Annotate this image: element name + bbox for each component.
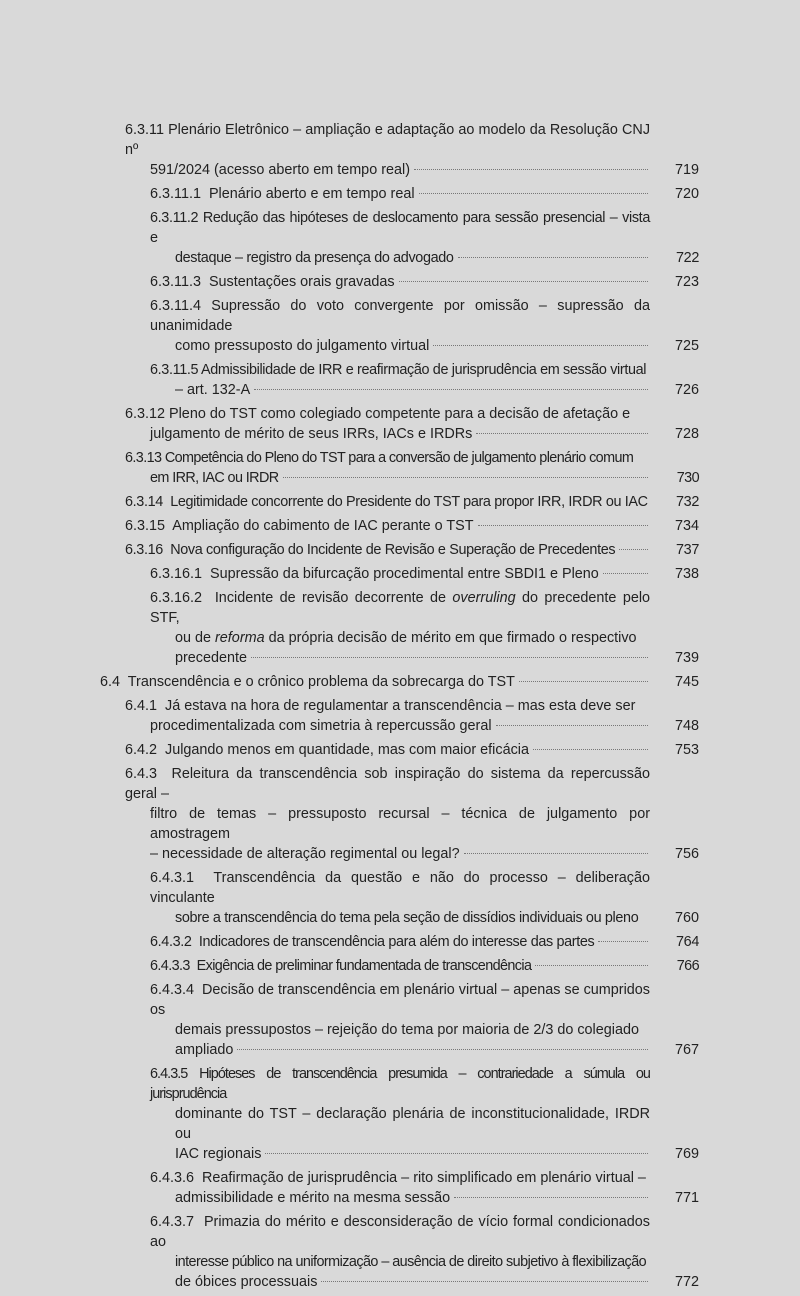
page-number: 748 xyxy=(674,718,699,734)
entry-title-line: admissibilidade e mérito na mesma sessão xyxy=(175,1190,451,1206)
entry-title-line: 591/2024 (acesso aberto em tempo real) xyxy=(150,162,410,178)
entry-number: 6.3.16.2 xyxy=(150,590,203,606)
entry-title-line: Plenário Eletrônico – ampliação e adaptação ao modelo da Resolução CNJ nº xyxy=(125,122,651,158)
entry-number: 6.3.11.5 xyxy=(150,362,199,378)
entry-title-line: interesse público na uniformização – ausência de direito subjetivo à flexibilização xyxy=(175,1254,647,1270)
entry-title-line: sobre a transcendência do tema pela seção de dissídios individuais ou pleno xyxy=(175,910,639,926)
toc-entry-6-3-15[interactable] xyxy=(0,516,800,536)
page-number: 719 xyxy=(674,162,699,178)
toc-entry-6-3-12[interactable] xyxy=(0,404,800,444)
page-number: 737 xyxy=(676,542,699,558)
dot-leader xyxy=(254,389,648,390)
entry-title-line: Sustentações orais gravadas xyxy=(208,274,395,290)
entry-number: 6.3.16 xyxy=(125,542,163,558)
entry-title-line: destaque – registro da presença do advogado xyxy=(175,250,454,266)
entry-number: 6.3.14 xyxy=(125,494,163,510)
entry-title-line: Julgando menos em quantidade, mas com maior eficácia xyxy=(165,742,529,758)
page-number: 745 xyxy=(674,674,699,690)
toc-entry-6-3-11-3[interactable] xyxy=(0,272,800,292)
entry-title-line: Já estava na hora de regulamentar a transcendência – mas esta deve ser xyxy=(165,698,636,714)
page-number: 720 xyxy=(674,186,699,202)
entry-title-line: Decisão de transcendência em plenário virtual – apenas se cumpridos os xyxy=(150,982,650,1018)
entry-title-line: Hipóteses de transcendência presumida – contrariedade a súmula ou jurisprudência xyxy=(150,1066,650,1102)
page-number: 772 xyxy=(674,1274,699,1290)
page-number: 769 xyxy=(674,1146,699,1162)
entry-number: 6.4.3.1 xyxy=(150,870,195,886)
dot-leader xyxy=(414,169,648,170)
dot-leader xyxy=(496,725,648,726)
dot-leader xyxy=(399,281,648,282)
dot-leader xyxy=(321,1281,648,1282)
entry-title-line: Ampliação do cabimento de IAC perante o TST xyxy=(172,518,474,534)
entry-title-line: Reafirmação de jurisprudência – rito simplificado em plenário virtual – xyxy=(202,1170,646,1186)
page-number: 753 xyxy=(674,742,699,758)
entry-title-line: de óbices processuais xyxy=(175,1274,318,1290)
page-number: 730 xyxy=(676,470,699,486)
entry-title-line: Primazia do mérito e desconsideração de vício formal condicionados ao xyxy=(150,1214,651,1250)
dot-leader xyxy=(598,941,648,942)
entry-title-line: Incidente de revisão decorrente de xyxy=(214,590,446,606)
dot-leader xyxy=(419,193,648,194)
toc-entry-6-4-3-6[interactable] xyxy=(0,1168,800,1208)
entry-title-line: dominante do TST – declaração plenária de inconstitucionalidade, IRDR ou xyxy=(175,1106,650,1142)
entry-number: 6.4.3.7 xyxy=(150,1214,195,1230)
entry-title-line: Admissibilidade de IRR e reafirmação de jurisprudência em sessão virtual xyxy=(201,362,647,378)
toc-entry-6-3-16[interactable] xyxy=(0,540,800,560)
entry-title-line: Supressão do voto convergente por omissão – supressão da unanimidade xyxy=(150,298,650,334)
entry-title-line: Transcendência da questão e não do processo – deliberação vinculante xyxy=(150,870,650,906)
entry-title-line: como pressuposto do julgamento virtual xyxy=(175,338,430,354)
entry-number: 6.3.11.3 xyxy=(150,274,201,290)
toc-entry-6-3-14[interactable] xyxy=(0,492,800,512)
page-number: 771 xyxy=(674,1190,699,1206)
page-number: 728 xyxy=(674,426,699,442)
entry-title-line: ampliado xyxy=(175,1042,234,1058)
toc-entry-6-3-16-2[interactable] xyxy=(0,588,800,668)
page-number: 725 xyxy=(674,338,699,354)
entry-title-line: do precedente pelo STF, xyxy=(150,590,651,626)
entry-number: 6.4.3.6 xyxy=(150,1170,195,1186)
toc-entry-6-4-1[interactable] xyxy=(0,696,800,736)
toc-entry-6-3-11-4[interactable] xyxy=(0,296,800,356)
dot-leader xyxy=(619,549,648,550)
entry-title-line: julgamento de mérito de seus IRRs, IACs e IRDRs xyxy=(150,426,473,442)
dot-leader xyxy=(454,1197,648,1198)
page-number: 756 xyxy=(674,846,699,862)
dot-leader xyxy=(458,257,648,258)
toc-entry-6-3-11-1[interactable] xyxy=(0,184,800,204)
dot-leader xyxy=(265,1153,648,1154)
dot-leader xyxy=(519,681,648,682)
page-number: 732 xyxy=(676,494,699,510)
dot-leader xyxy=(283,477,648,478)
entry-title-line: – necessidade de alteração regimental ou legal? xyxy=(150,846,460,862)
entry-title-line: Competência do Pleno do TST para a conversão de julgamento plenário comum xyxy=(164,450,634,466)
toc-entry-6-4-3[interactable] xyxy=(0,764,800,864)
toc-entry-6-4[interactable] xyxy=(0,672,800,692)
dot-leader xyxy=(433,345,648,346)
dot-leader xyxy=(237,1049,648,1050)
entry-title-line: Legitimidade concorrente do Presidente do TST para propor IRR, IRDR ou IAC xyxy=(170,494,648,510)
entry-title-line: Plenário aberto e em tempo real xyxy=(208,186,415,202)
entry-title-line: Redução das hipóteses de deslocamento para sessão presencial – vista e xyxy=(150,210,650,246)
page-number: 722 xyxy=(676,250,699,266)
entry-number: 6.3.15 xyxy=(125,518,166,534)
page-number: 766 xyxy=(676,958,699,974)
toc-entry-6-4-2[interactable] xyxy=(0,740,800,760)
entry-number: 6.4.3.4 xyxy=(150,982,195,998)
entry-title-line: precedente xyxy=(175,650,248,666)
entry-title-line: demais pressupostos – rejeição do tema por maioria de 2/3 do colegiado xyxy=(175,1022,639,1038)
entry-title-line: procedimentalizada com simetria à repercussão geral xyxy=(150,718,492,734)
dot-leader xyxy=(464,853,648,854)
dot-leader xyxy=(478,525,648,526)
toc-entry-6-4-3-7[interactable] xyxy=(0,1212,800,1292)
toc-entry-6-4-3-1[interactable] xyxy=(0,868,800,928)
page-number: 764 xyxy=(676,934,699,950)
page-number: 734 xyxy=(674,518,699,534)
toc-entry-6-4-3-4[interactable] xyxy=(0,980,800,1060)
page-number: 760 xyxy=(674,910,699,926)
entry-number: 6.4.3.5 xyxy=(150,1066,188,1082)
entry-title-line: da própria decisão de mérito em que firmado o respectivo xyxy=(268,630,637,646)
entry-title-line: Nova configuração do Incidente de Revisão e Superação de Precedentes xyxy=(170,542,616,558)
page-number: 739 xyxy=(674,650,699,666)
entry-title-line: Transcendência e o crônico problema da sobrecarga do TST xyxy=(127,674,515,690)
toc-entry-6-4-3-2[interactable] xyxy=(0,932,800,952)
dot-leader xyxy=(535,965,648,966)
entry-title-line: em IRR, IAC ou IRDR xyxy=(150,470,279,486)
page-number: 767 xyxy=(674,1042,699,1058)
entry-title-italic: reforma xyxy=(215,630,265,646)
entry-number: 6.3.16.1 xyxy=(150,566,203,582)
entry-number: 6.3.11.4 xyxy=(150,298,201,314)
entry-title-line: IAC regionais xyxy=(175,1146,262,1162)
dot-leader xyxy=(603,573,648,574)
entry-number: 6.3.12 xyxy=(125,406,166,422)
dot-leader xyxy=(251,657,648,658)
entry-number: 6.4.1 xyxy=(125,698,158,714)
table-of-contents xyxy=(0,120,800,1296)
entry-number: 6.3.11 xyxy=(125,122,164,138)
toc-entry-6-3-13[interactable] xyxy=(0,448,800,488)
dot-leader xyxy=(476,433,648,434)
toc-entry-6-3-16-1[interactable] xyxy=(0,564,800,584)
entry-title-line: filtro de temas – pressuposto recursal – técnica de julgamento por amostragem xyxy=(150,806,650,842)
entry-title-italic: overruling xyxy=(452,590,516,606)
entry-number: 6.4.3.2 xyxy=(150,934,192,950)
toc-entry-6-3-11[interactable] xyxy=(0,120,800,180)
toc-entry-6-4-3-3[interactable] xyxy=(0,956,800,976)
toc-entry-6-3-11-5[interactable] xyxy=(0,360,800,400)
entry-title-line: Releitura da transcendência sob inspiração do sistema da repercussão geral – xyxy=(125,766,651,802)
page-number: 723 xyxy=(674,274,699,290)
entry-title-line: Exigência de preliminar fundamentada de transcendência xyxy=(196,958,532,974)
page-number: 726 xyxy=(674,382,699,398)
entry-number: 6.3.11.2 xyxy=(150,210,199,226)
entry-number: 6.4 xyxy=(100,674,121,690)
entry-title-line: Pleno do TST como colegiado competente para a decisão de afetação e xyxy=(169,406,631,422)
entry-number: 6.4.3.3 xyxy=(150,958,190,974)
page-number: 738 xyxy=(674,566,699,582)
entry-title-line: Indicadores de transcendência para além do interesse das partes xyxy=(198,934,595,950)
entry-title-line: Supressão da bifurcação procedimental entre SBDI1 e Pleno xyxy=(210,566,599,582)
entry-title-line: – art. 132-A xyxy=(175,382,251,398)
dot-leader xyxy=(533,749,648,750)
toc-entry-6-4-3-5[interactable] xyxy=(0,1064,800,1164)
entry-number: 6.3.11.1 xyxy=(150,186,201,202)
entry-number: 6.3.13 xyxy=(125,450,162,466)
entry-number: 6.4.3 xyxy=(125,766,158,782)
entry-number: 6.4.2 xyxy=(125,742,158,758)
toc-entry-6-3-11-2[interactable] xyxy=(0,208,800,268)
entry-title-line: ou de xyxy=(175,630,212,646)
